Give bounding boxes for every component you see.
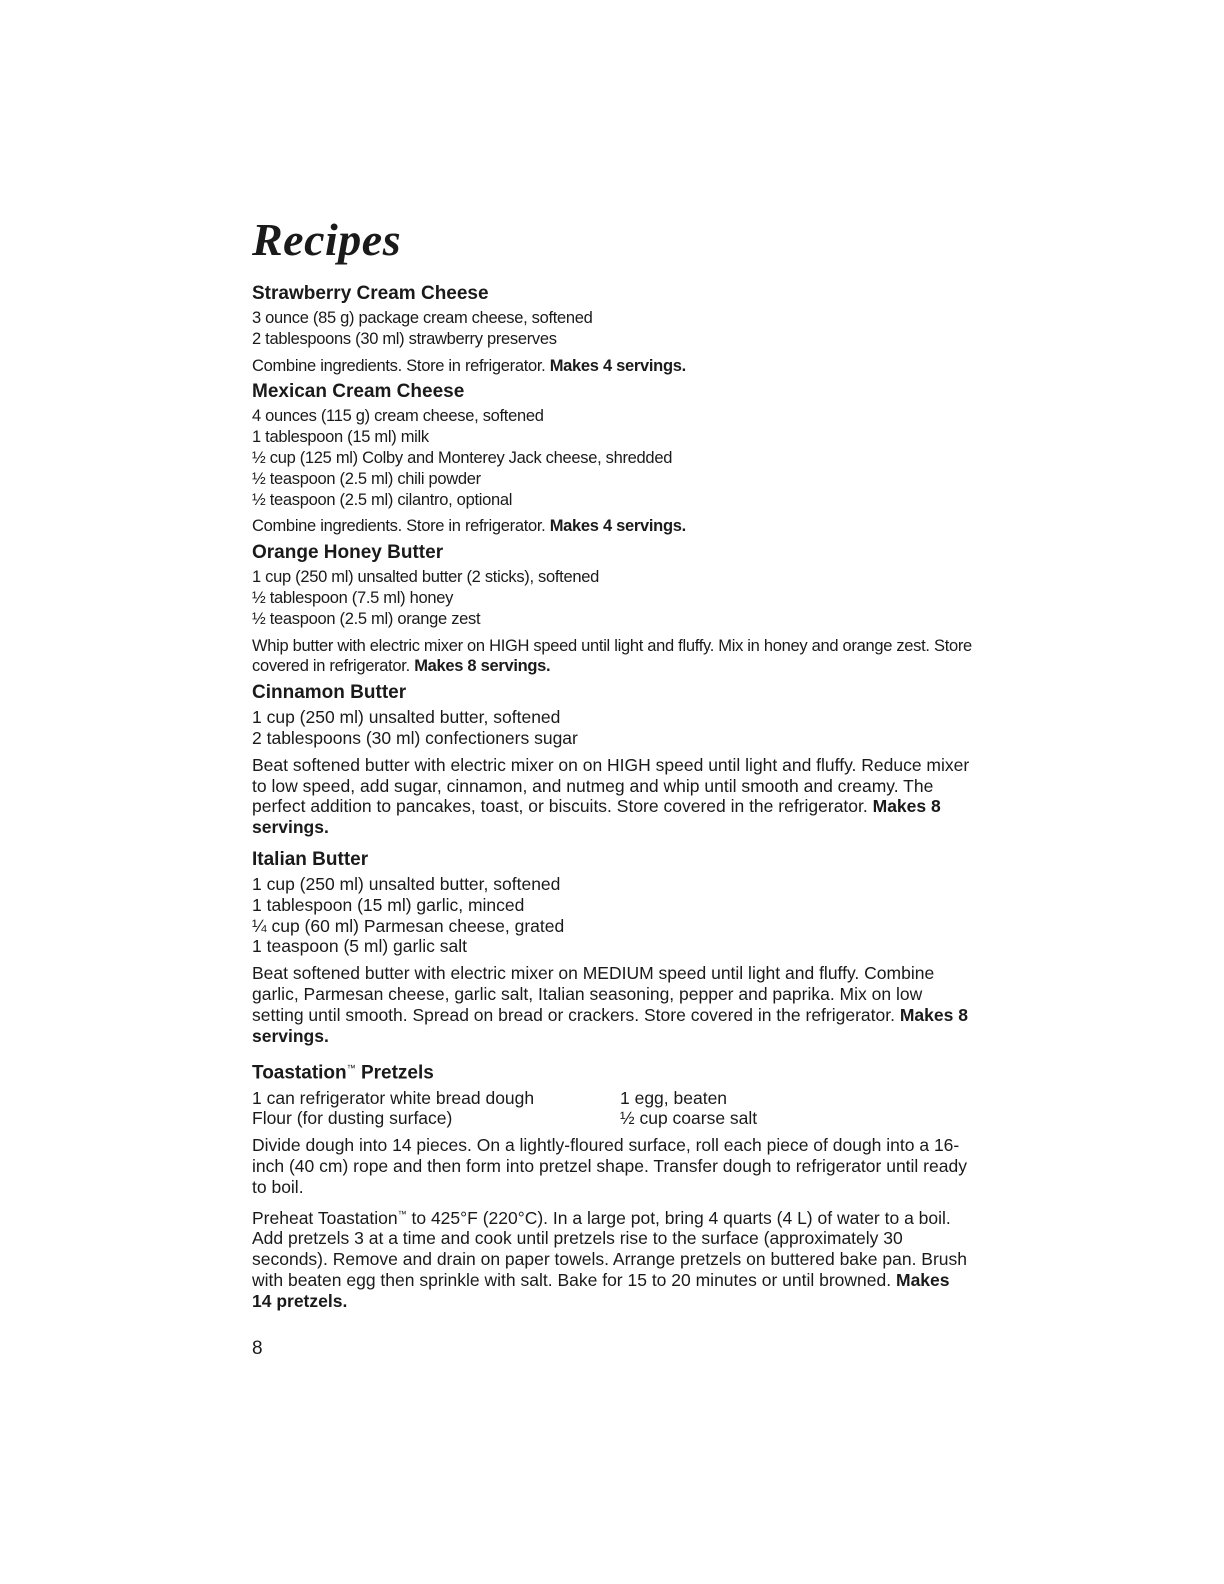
recipe-page [252,212,972,1315]
recipe-yield: Makes 8 servings. [252,796,941,838]
recipe-directions [252,755,972,838]
ingredient-list-right [620,1088,757,1130]
ingredient: 3 ounce (85 g) package cream cheese, softened [252,309,593,327]
recipe-yield: Makes 8 servings. [252,1004,968,1046]
recipe-title: Cinnamon Butter [252,682,407,704]
ingredient-list [252,707,972,749]
recipe-title-suffix: Pretzels [360,1062,434,1084]
ingredient: 1 cup (250 ml) unsalted butter, softened [252,873,561,894]
ingredient-list [252,874,972,957]
ingredient: 1 cup (250 ml) unsalted butter (2 sticks), softened [252,568,599,587]
trademark-symbol: ™ [397,1208,407,1219]
recipe-mexican-cream-cheese [252,380,972,537]
ingredient: 2 tablespoons (30 ml) confectioners sugar [252,727,578,748]
recipe-directions [252,356,972,377]
recipe-cinnamon-butter [252,681,972,838]
ingredient: ½ tablespoon (7.5 ml) honey [252,588,454,607]
recipe-yield: Makes 8 servings. [414,657,551,676]
directions-text: to 425°F (220°C). In a large pot, bring 4 quarts (4 L) of water to a boil. Add pretzels 3 at a time and cook until pretzels rise to the surface (approximately 30 seconds). Remove and drain on paper towels. Arrange pretzels on buttered bake pan. Brush with beaten egg then sprinkle with salt. Bake for 15 to 20 minutes or until browned. [252,1207,968,1290]
recipe-directions: Divide dough into 14 pieces. On a lightly-floured surface, roll each piece of dough into a 16-inch (40 cm) rope and then form into pretzel shape. Transfer dough to refrigerator until ready to boil. [252,1135,967,1197]
directions-text: Beat softened butter with electric mixer on MEDIUM speed until light and fluffy. Combine garlic, Parmesan cheese, garlic salt, Italian seasoning, pepper and paprika. Mix on low setting until smooth. Spread on bread or crackers. Store covered in the refrigerator. [252,963,935,1025]
ingredient: 1 tablespoon (15 ml) milk [252,428,429,447]
ingredient-list [252,406,972,510]
ingredient: ½ cup coarse salt [620,1108,758,1129]
ingredient: ½ teaspoon (2.5 ml) cilantro, optional [252,490,513,509]
ingredient: ½ teaspoon (2.5 ml) orange zest [252,609,481,628]
ingredient: 1 can refrigerator white bread dough [252,1087,535,1108]
ingredient: 1 egg, beaten [620,1087,728,1108]
ingredient: Flour (for dusting surface) [252,1108,453,1129]
ingredient: 1 cup (250 ml) unsalted butter, softened [252,707,561,728]
recipe-italian-butter [252,848,972,1046]
recipe-directions [252,1204,972,1312]
ingredient: 2 tablespoons (30 ml) strawberry preserves [252,329,557,348]
ingredient-columns [252,1088,972,1130]
directions-text: Preheat Toastation [252,1207,398,1228]
recipe-yield: Makes 4 servings. [549,356,686,375]
page-number: 8 [252,1338,263,1359]
ingredient: 1 tablespoon (15 ml) garlic, minced [252,894,525,915]
brand-name: Toastation [252,1062,347,1084]
recipe-yield: Makes 14 pretzels. [252,1269,950,1311]
recipe-title [252,1056,972,1085]
trademark-symbol: ™ [346,1063,356,1074]
directions-text: Whip butter with electric mixer on HIGH speed until light and fluffy. Mix in honey and orange zest. Store covered in refrigerator. [252,636,972,676]
recipe-yield: Makes 4 servings. [549,517,686,536]
ingredient: 1 teaspoon (5 ml) garlic salt [252,936,467,957]
directions-text: Combine ingredients. Store in refrigerator. [252,517,546,536]
recipe-toastation-pretzels [252,1056,972,1311]
recipe-orange-honey-butter [252,541,972,677]
page-title: Recipes [252,214,402,265]
recipe-title: Mexican Cream Cheese [252,381,465,403]
recipe-directions [252,516,972,537]
recipe-title: Orange Honey Butter [252,542,444,564]
recipe-title: Italian Butter [252,848,369,870]
ingredient-list [252,308,972,350]
recipe-strawberry-cream-cheese [252,282,972,376]
ingredient-list [252,567,972,629]
ingredient-list-left [252,1088,620,1130]
directions-text: Combine ingredients. Store in refrigerator. [252,356,546,375]
recipe-title: Strawberry Cream Cheese [252,283,489,304]
recipe-directions [252,636,972,678]
ingredient: ½ cup (125 ml) Colby and Monterey Jack cheese, shredded [252,448,673,467]
directions-text: Beat softened butter with electric mixer on on HIGH speed until light and fluffy. Reduce mixer to low speed, add sugar, cinnamon, and nutmeg and whip until smooth and creamy. The perfect addition to pancakes, toast, or biscuits. Store covered in the refrigerator. [252,754,970,817]
recipe-directions [252,963,972,1046]
ingredient: ½ teaspoon (2.5 ml) chili powder [252,469,481,488]
ingredient: 4 ounces (115 g) cream cheese, softened [252,407,544,426]
ingredient: ¼ cup (60 ml) Parmesan cheese, grated [252,915,565,936]
